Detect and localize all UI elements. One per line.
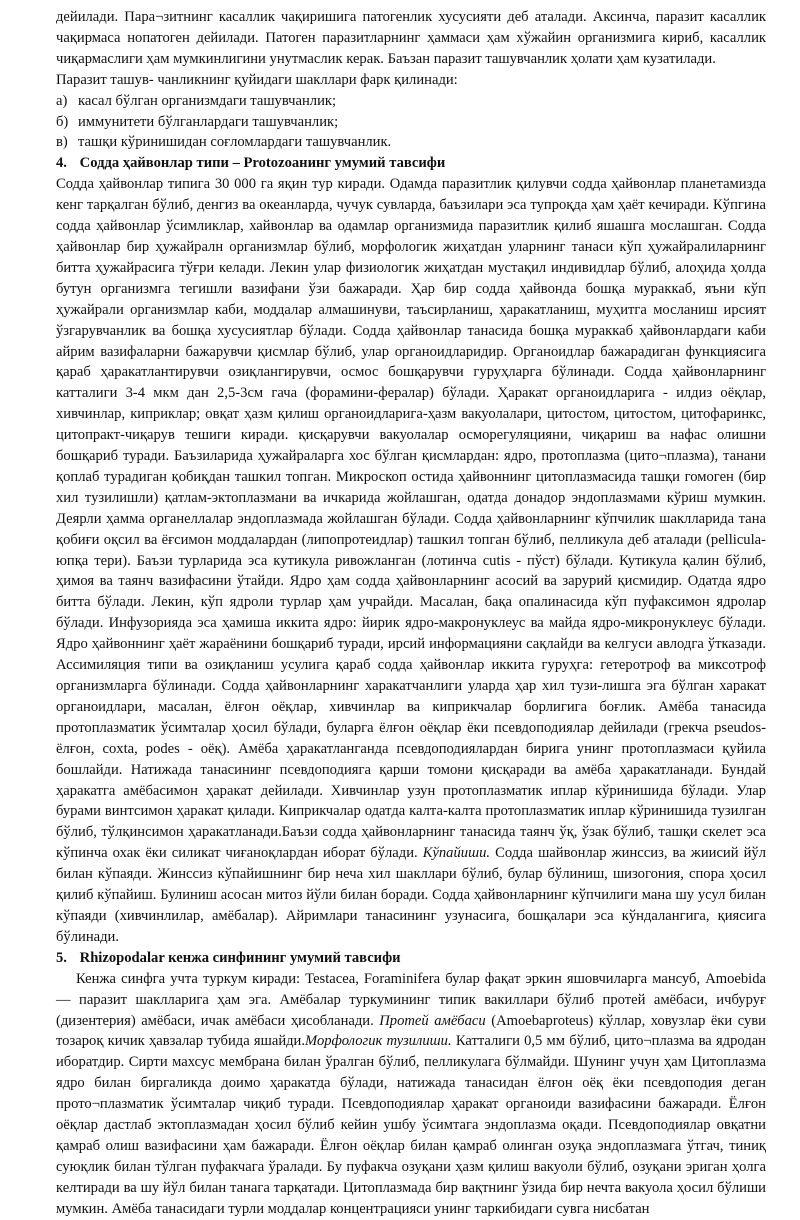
section4-paragraph <box>56 174 766 948</box>
list-item-text: ташқи кўринишидан соғломлардаги ташувчанлик. <box>78 134 392 151</box>
list-item <box>56 132 766 153</box>
list-item <box>56 91 766 112</box>
section4-text-part1: Содда ҳайвонлар типига 30 000 га яқин тур киради. Одамда паразитлик қилувчи содда ҳайвонлар планетамизда кенг тарқалган бўлиб, денгиз ва океанларда, чучук сувларда, баъзилари эса тупроқда ҳам ҳаёт кечиради. Кўпгина содда ҳайвонлар ўсимликлар, хайвонлар ва одамлар организмида паразитлик қилиб яшашга мослашган. Содда ҳайвонлар бир ҳужайралн организмлар бўлиб, морфологик жиҳатдан уларнинг танаси кўп ҳужайралиларнинг битта ҳужайрасига тўғри келади. Лекин улар физиологик жиҳатдан мустақил индивидлар бўлиб, алоҳида ҳолда бутун организмга тегишли вазифани ўзи бажаради. Ҳар бир содда ҳайвонда бошқа мураккаб, яъни кўп ҳужайрали организмлар каби, моддалар алмашинуви, таъсирланиш, ҳаракатланиш, муҳитга мосланиш ирсият ўзгарувчанлик ва бошқа хусусиятлар бўлади. Содда ҳайвонлар танасида бошқа мураккаб ҳайвонлардаги каби айрим вазифаларни бажарувчи қисмлар бўлиб, улар органоидларидир. Органоидлар бажарадиган функциясига қараб ҳаракатлантирувчи озиқлангирувчи, осмос бошқарувчи гуруҳларга бўлинади. Содда ҳайвонларнинг катталиги 3-4 мкм дан 2,5-3см гача (форамини-ферaлар) бўлади. Ҳаракат органоидларига - илдиз оёқлар, хивчинлар, киприклар; овқат ҳазм қилиш органоидларига-ҳазм вакуолалари, цитостом, цитостом, цитофаринкс, цитопракт-чиқарув тешиги киради. қисқарувчи вакуолалар осморегуляцияни, чиқариш ва нафас олишни бошқариб туради. Баъзиларида ҳужайраларга хос бўлган қисмлардан: ядро, протоплазма (цито¬плазма), танани қоплаб турадиган қобиқдан ташкил топган. Микроскоп остида ҳайвоннинг цитоплазмасида ташқи гомоген (бир хил тузилишли) қатлам-эктоплазмани ва ичкарида жойлашган, одатда донадор эндоплазмами кўриш мумкин. Деярли ҳамма органеллалар эндоплазмада жойлашган бўлади. Содда ҳайвонларнинг кўпчилик шаклларида тана қобиғи оқсил ва ёғсимон моддалардан (липопротеидлар) ташкил топган бўлиб, пелликула деб аталади (pellicula-юпқа тери). Баъзи турларида эса кутикула ривожланган (лотинча cutis - пўст) бўлади. Кутикула қалин бўлиб, ҳимоя ва таянч вазифасини ўтайди. Ядро ҳам содда ҳайвонларнинг асосий ва зарурий қисмидир. Одатда ядро битта бўлади. Лекин, кўп ядроли турлар ҳам учрайди. Масалан, бақа опалинасида кўп пуфаксимон ядролар бўлади. Инфузорияда эса ҳамиша иккита ядро: йирик ядро-макронуклеус ва майда ядро-микронуклеус бўлади. Ядро ҳайвоннинг ҳаёт жараёнини бошқариб туради, ирсий информацияни сақлайди ва келгуси авлодга ўтказади. Ассимиляция типи ва озиқланиш усулига қараб содда ҳайвонлар иккита гуруҳга: гетеротроф ва миксотроф организмларга бўлинади. Содда ҳайвонларнинг харакатчанлиги уларда ҳар хил тузи-лишга эга бўлган харакат органоидлари, масалан, ёлғон оёқлар, хивчинлар ва киприкчалар борлигига боғлик. Амёба танасида протоплазматик ўсимталар ҳосил бўлади, буларга ёлғон оёқлар ёки псевдоподиялар дейилади (грекча pseudos- ёлғон, coxta, podes - оёқ). Амёба ҳаракатланганда псевдоподиялардан бирига унинг протоплазмаси қуйила бошлайди. Натижада танасининг псевдоподияга қарши томони қисқаради ва амёба ҳаракатланади. Бундай ҳаракатга амёбасимон ҳаракат дейилади. Хивчинлар узун протоплазматик иплар кўринишида бўлади. Улар бурами винтсимон ҳаракат қилади. Киприкчалар одатда калта-калта протоплазматик иплар кўринишида тузилган бўлиб, тўлқинсимон ҳаракатланади.Баъзи содда ҳайвонларнинг танасида таянч ўқ, ўзак бўлиб, ташқи скелет эса кўпинча охак ёки силикат чиғаноқлардан иборат бўлади. <box>56 176 766 862</box>
section4-italic-term: Кўпайиши. <box>422 845 491 862</box>
list-item-text: иммунитети бўлганлардаги ташувчанлик; <box>78 113 339 130</box>
section5-text-part2: (Amoebaproteus) кўллар, ховузлар ёки суви тозароқ кичик ҳавзалар тубида яшайди. <box>56 1012 766 1050</box>
intro-paragraph: дейилади. Пара¬зитнинг касаллик чақиришига патогенлик хусусияти деб аталади. Аксинча, паразит касаллик чақирмаса нопатоген дейилади. Патоген паразитларнинг ҳаммаси ҳам хўжайин организмига кириб, касаллик чиқармаслиги ҳам мумкинлигини унутмаслик керак. Баъзан паразит ташувчанлик ҳолати ҳам кузатилади. <box>56 9 766 67</box>
list-marker: а) <box>56 92 68 109</box>
section-title: Содда ҳайвонлар типи – Protozoaнинг умумий тавсифи <box>79 155 446 172</box>
section5-italic-term-1: Протей амёбаси <box>379 1012 486 1029</box>
section5-text-part3: Катталиги 0,5 мм бўлиб, цито¬плазма ва ядродан иборатдир. Сирти махсус мембрана билан ўралган бўлиб, пелликулага бўлмайди. Шунинг учун ҳам Цитоплазма ядро билан биргаликда доимо ҳаракатда бўлади, натижада танасидан ёлғон оёқ ёки псевдоподия деган прото¬плазматик ўсимталар чиқиб туради. Псевдоподиялар ҳаракат органоиди вазифасини бажаради. Ёлғон оёқлар дастлаб эктоплазмадан ҳосил бўлиб кейин ушбу ўсимтага эндоплазма оқади. Псевдоподиялар овқатни қамраб олиш вазифасини ҳам бажаради. Ёлғон оёқлар билан қамраб олинган озуқа эндоплазмага ўтгач, тиниқ суюқлик билан тўлган пуфакчага ўралади. Бу пуфакча озуқани ҳазм қилиш вакуоли бўлиб, озуқани эриган ҳолга келтиради ва шу йўл билан танага тарқатади. Цитоплазмада бир вақтнинг ўзида бир нечта вакуола ҳосил бўлиши мумкин. Амёба танасидаги турли моддалар концентрацияси унинг таркибидаги сувга нисбатан <box>56 1033 766 1217</box>
section-number: 4. <box>56 155 67 172</box>
section-heading-4 <box>56 153 766 174</box>
section4-text-part2: Содда шайвонлар жинссиз, ва жиисий йўл билан кўпаяди. Жинссиз кўпайишнинг бир неча хил шакллари бўлиб, булар бўлиниш, шизогония, спора ҳосил қилиб кўпайиш. Булиниш асосан митоз йўли билан боради. Содда ҳайвонларнинг кўпчилиги мана шу усул билан кўпаяди (хивчинлилар, амёбалар). Айримлари танасининг узунасига, бошқалари эса кўндалангига, қиясига бўлинади. <box>56 845 766 945</box>
list-item-text: касал бўлган организмдаги ташувчанлик; <box>78 92 337 109</box>
section5-paragraph <box>56 969 766 1220</box>
section-heading-5 <box>56 948 766 969</box>
list-marker: б) <box>56 113 69 130</box>
section-number: 5. <box>56 949 67 966</box>
section-title: Rhizopodalar кенжа синфининг умумий тавсифи <box>79 949 401 966</box>
list-marker: в) <box>56 134 68 151</box>
section5-text-part1: Кенжа синфга учта туркум киради: Testacea, Foraminifera булар фақат эркин яшовчиларга мансуб, Amoebida — паразит шаклларига ҳам эга. Амёбалар туркумининг типик вакиллари бўлиб протей амёбаси, ичбуруғ (дизентерия) амёбаси, ичак амёбаси ҳисобланади. <box>56 970 766 1029</box>
intro-list-caption: Паразит ташув- чанликнинг қуйидаги шакллари фарк қилинади: <box>56 71 458 88</box>
list-item <box>56 112 766 133</box>
section5-italic-term-2: Морфологик тузилиши. <box>305 1033 452 1050</box>
